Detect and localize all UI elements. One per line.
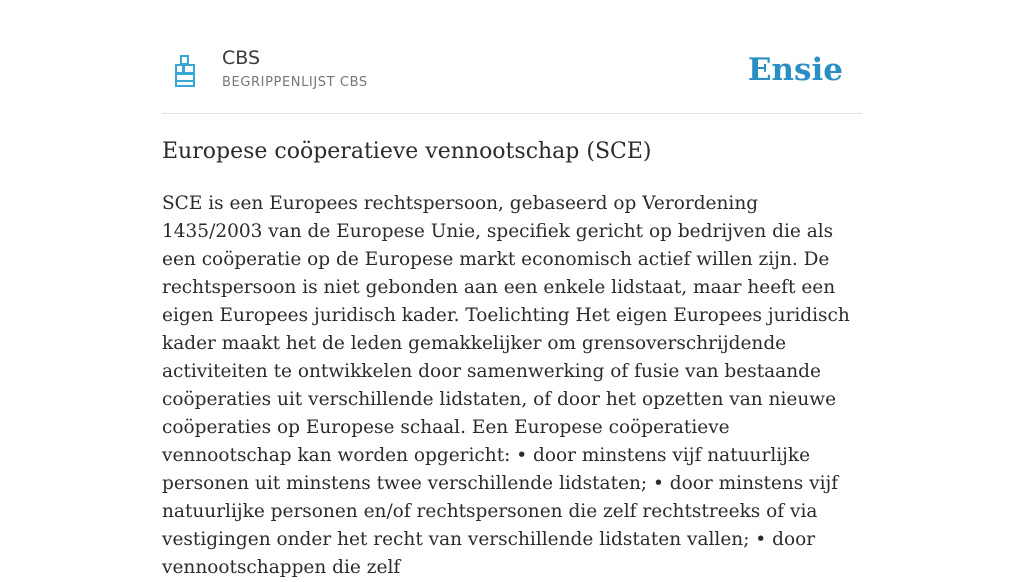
source-name[interactable]: CBS bbox=[222, 47, 261, 69]
cbs-logo-icon[interactable] bbox=[174, 54, 198, 88]
ensie-logo[interactable]: Ensie bbox=[747, 52, 843, 88]
source-subtitle: BEGRIPPENLIJST CBS bbox=[222, 75, 368, 90]
page-title: Europese coöperatieve vennootschap (SCE) bbox=[162, 139, 652, 164]
definition-text: SCE is een Europees rechtspersoon, gebaseerd op Verordening 1435/2003 van de Europese Unie, specifiek gericht op bedrijven die als een coöperatie op de Europese markt economisch actief willen zijn. De rechtspersoon is niet gebonden aan een enkele lidstaat, maar heeft een eigen Europees juridisch kader. Toelichting Het eigen Europees juridisch kader maakt het de leden gemakkelijker om grensoverschrijdende activiteiten te ontwikkelen door samenwerking of fusie van bestaande coöperaties uit verschillende lidstaten, of door het opzetten van nieuwe coöperaties op Europese schaal. Een Europese coöperatieve vennootschap kan worden opgericht: • door minstens vijf natuurlijke personen uit minstens twee verschillende lidstaten; • door minstens vijf natuurlijke personen en/of rechtspersonen die zelf rechtstreeks of via vestigingen onder het recht van verschillende lidstaten vallen; • door vennootschappen die zelf bbox=[162, 193, 850, 578]
source-header bbox=[162, 40, 862, 114]
